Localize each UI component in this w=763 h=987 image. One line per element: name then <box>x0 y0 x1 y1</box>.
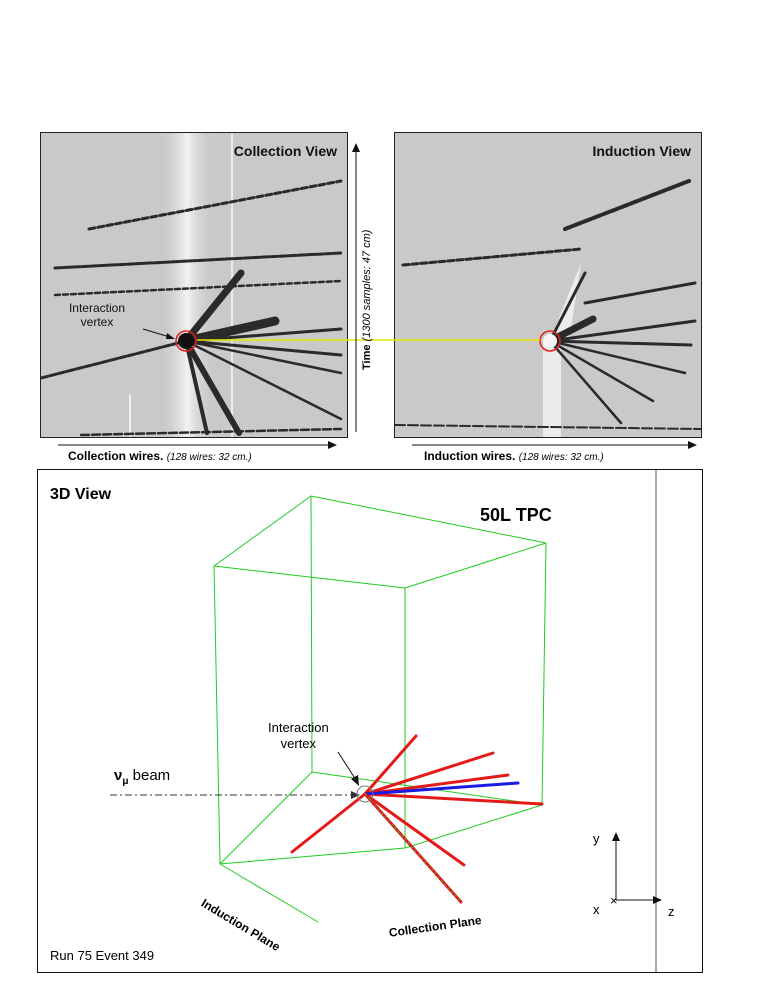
view-3d-title: 3D View <box>50 486 112 503</box>
collection-view-image <box>41 133 347 437</box>
track-red <box>365 794 542 804</box>
track <box>585 283 695 303</box>
vertex-label-line: Interaction <box>68 301 126 315</box>
bright-band <box>159 133 215 437</box>
axis-x-label: x <box>593 902 600 917</box>
time-axis-arrowhead <box>352 143 360 152</box>
beam-symbol: ν <box>114 767 123 784</box>
detector-name: 50L TPC <box>480 505 552 525</box>
view-3d-drawing <box>38 470 702 972</box>
noisy-wire <box>129 395 131 437</box>
vertex-pointer-arrowhead <box>351 775 359 786</box>
track <box>565 181 689 229</box>
induction-plane-label: Induction Plane <box>198 896 283 955</box>
axis-y-label: y <box>593 831 600 846</box>
vertex-3d-label-line: vertex <box>280 736 317 751</box>
vertex-3d-label <box>268 720 329 752</box>
vertex-blob <box>178 333 194 349</box>
bright-band <box>543 343 561 437</box>
beam-label <box>114 767 170 787</box>
vertex-label-line: vertex <box>80 315 114 329</box>
vertex-blob <box>543 334 557 348</box>
view-3d-panel <box>37 469 703 973</box>
collection-wires-label-note: (128 wires: 32 cm.) <box>166 452 252 463</box>
induction-wires-label-note: (128 wires: 32 cm.) <box>518 452 604 463</box>
time-axis-label-bold: Time <box>361 344 373 370</box>
axis-x-marker: × <box>610 893 618 908</box>
track-red <box>365 794 464 865</box>
collection-wires-label <box>68 449 252 463</box>
collection-view-panel <box>40 132 348 438</box>
induction-wires-arrowhead <box>688 441 697 449</box>
induction-view-title: Induction View <box>592 143 691 159</box>
axis-z-arrowhead <box>653 896 662 904</box>
detector-box <box>214 496 546 922</box>
track <box>550 341 685 373</box>
time-axis-label-note: (1300 samples: 47 cm) <box>361 229 373 342</box>
axis-y-arrowhead <box>612 832 620 841</box>
axis-z-label: z <box>668 904 675 919</box>
collection-vertex-label <box>59 301 135 329</box>
collection-wires-label-bold: Collection wires. <box>68 449 164 463</box>
collection-plane-label: Collection Plane <box>388 913 483 940</box>
run-info: Run 75 Event 349 <box>50 948 155 963</box>
induction-wires-label-bold: Induction wires. <box>424 449 516 463</box>
track-red <box>292 794 365 852</box>
track <box>550 341 691 345</box>
collection-view-title: Collection View <box>233 143 337 159</box>
beam-subscript: μ <box>122 776 129 787</box>
beam-word: beam <box>132 767 171 784</box>
collection-wires-arrowhead <box>328 441 337 449</box>
vertex-3d-label-line: Interaction <box>268 720 329 735</box>
induction-view-image <box>395 133 701 437</box>
induction-wires-label <box>424 449 604 463</box>
track <box>550 341 653 401</box>
track <box>403 249 581 265</box>
induction-view-panel <box>394 132 702 438</box>
